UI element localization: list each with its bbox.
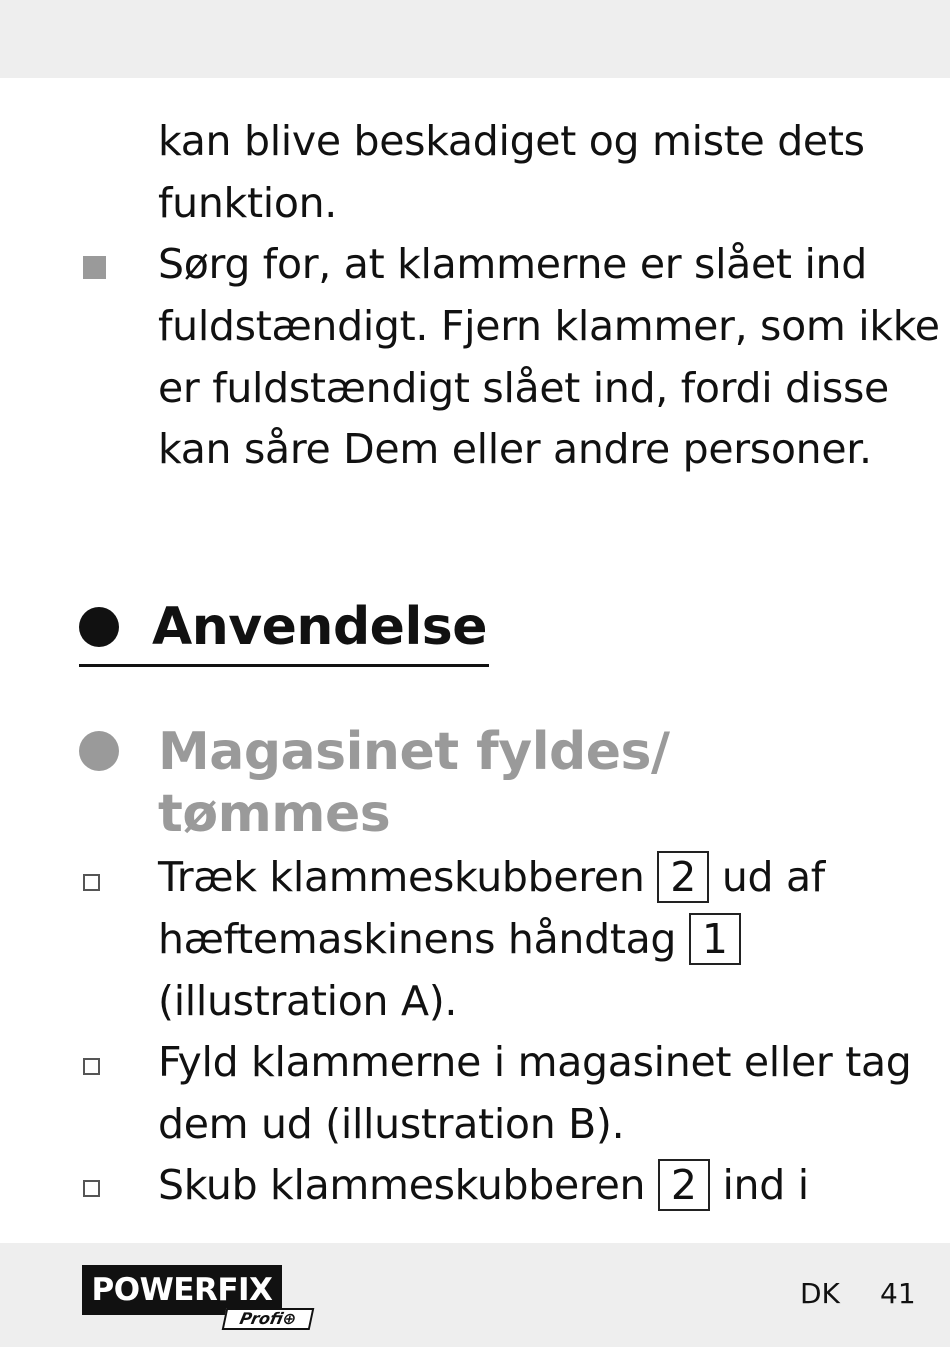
step1-text-b: ud af — [721, 853, 825, 901]
step1-text-c: hæftemaskinens håndtag — [158, 915, 677, 963]
part-ref-2: 2 — [657, 851, 709, 903]
intro-line-1: kan blive beskadiget og miste dets — [158, 117, 865, 165]
part-ref-2: 2 — [658, 1159, 710, 1211]
checkbox-bullet-icon — [83, 874, 100, 891]
subheading-line-1: Magasinet fyldes/ — [158, 722, 670, 782]
heading-underline — [79, 664, 489, 667]
step1-line-2 — [158, 908, 741, 970]
checkbox-bullet-icon — [83, 1180, 100, 1197]
header-band — [0, 0, 950, 78]
subheading-dot-icon — [79, 731, 119, 771]
logo-brand-text: POWERFIX — [82, 1265, 282, 1315]
section-heading: Anvendelse — [152, 597, 487, 657]
bullet-line-4: kan såre Dem eller andre personer. — [158, 425, 872, 473]
intro-line-2: funktion. — [158, 179, 338, 227]
language-code: DK — [800, 1277, 840, 1310]
step1-line-1 — [158, 846, 825, 908]
square-bullet-icon — [83, 256, 106, 279]
bullet-line-1: Sørg for, at klammerne er slået ind — [158, 240, 867, 288]
step1-text-a: Træk klammeskubberen — [158, 853, 645, 901]
step3-text-a: Skub klammeskubberen — [158, 1161, 646, 1209]
subheading-line-2: tømmes — [158, 784, 391, 844]
heading-dot-icon — [79, 607, 119, 647]
page-number: 41 — [880, 1277, 916, 1310]
logo-sub-text: Profi⊕ — [222, 1308, 315, 1330]
step2-line-2: dem ud (illustration B). — [158, 1100, 625, 1148]
bullet-line-2: fuldstændigt. Fjern klammer, som ikke — [158, 302, 940, 350]
step3-text-b: ind i — [722, 1161, 809, 1209]
step2-line-1: Fyld klammerne i magasinet eller tag — [158, 1038, 912, 1086]
bullet-line-3: er fuldstændigt slået ind, fordi disse — [158, 364, 889, 412]
powerfix-logo — [82, 1265, 322, 1331]
part-ref-1: 1 — [689, 913, 741, 965]
step1-line-3: (illustration A). — [158, 977, 458, 1025]
step3-line-1 — [158, 1154, 809, 1216]
checkbox-bullet-icon — [83, 1058, 100, 1075]
